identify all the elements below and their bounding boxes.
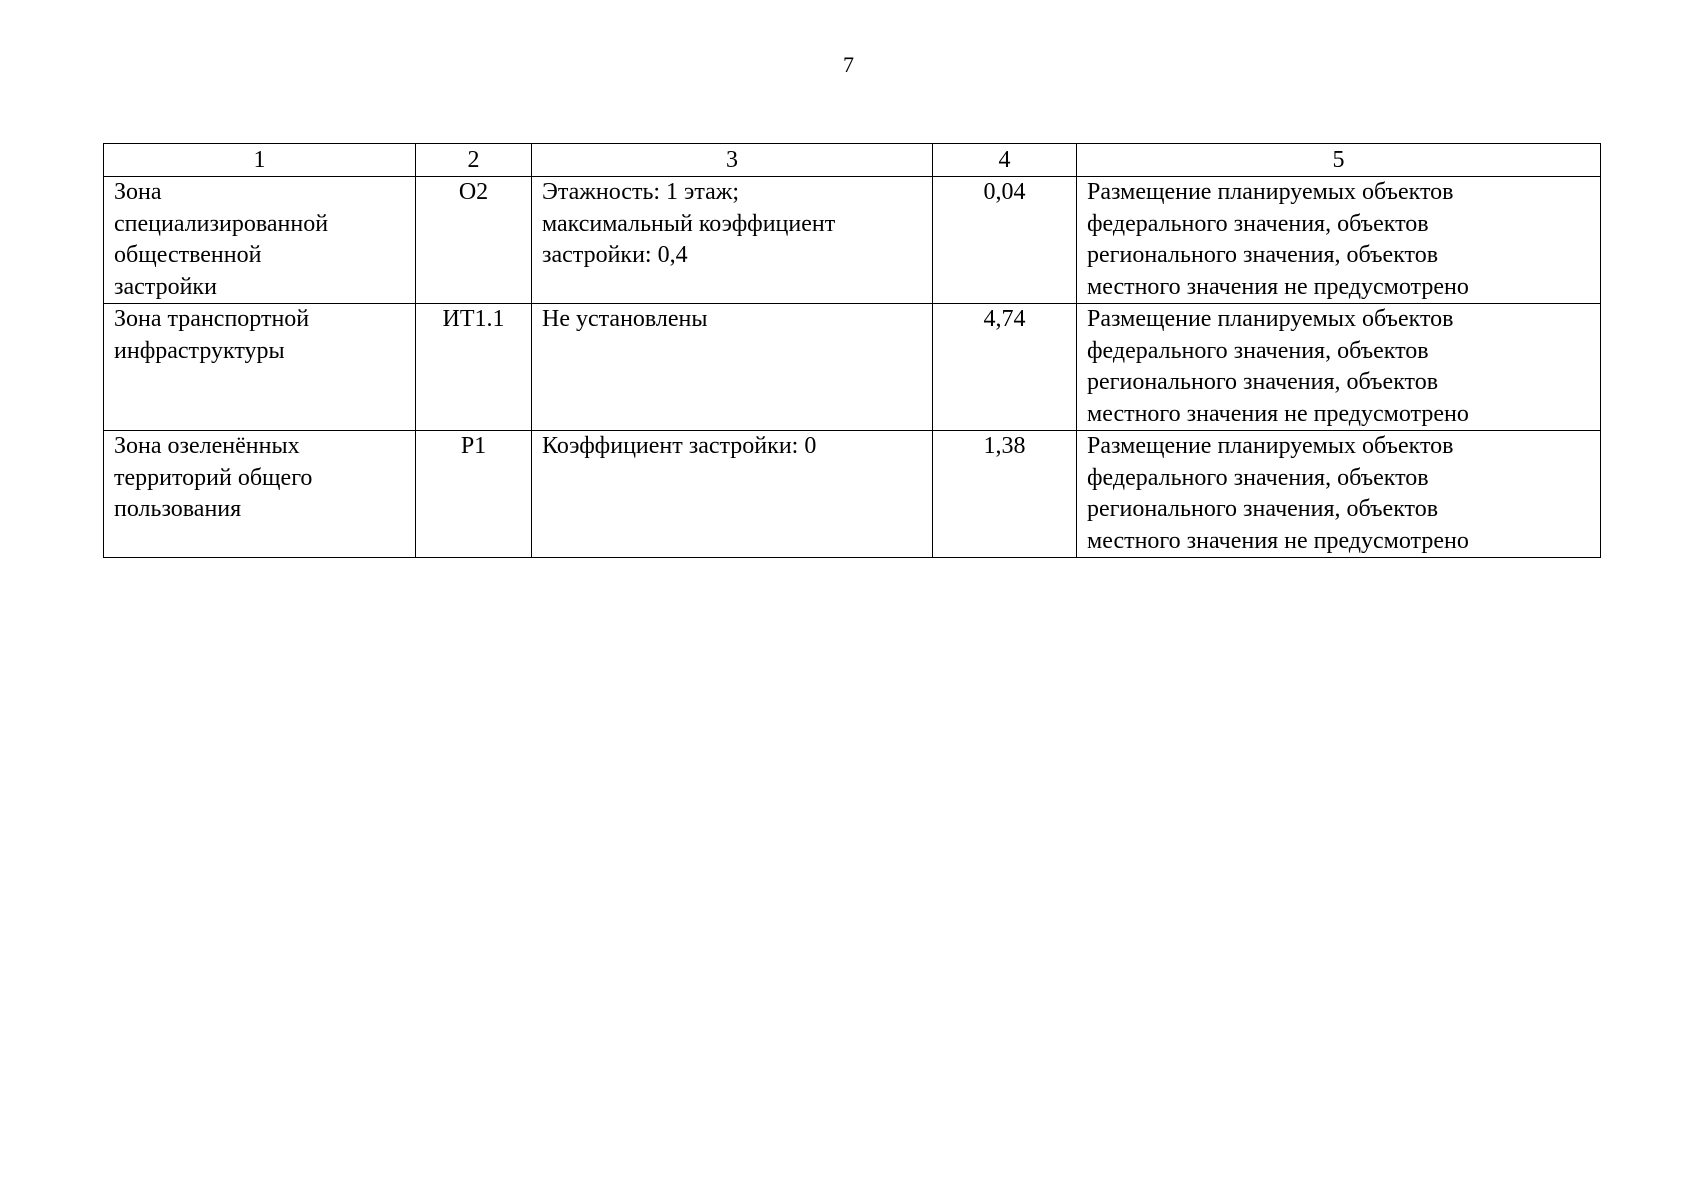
zone-params-cell [532,431,933,558]
column-header-3: 3 [532,144,933,177]
zone-params-cell [532,304,933,431]
zone-name: Зона транспортной инфраструктуры [114,306,310,364]
table-row [104,177,1601,304]
zone-name: Зона специализированной общественной застройки [114,179,329,300]
zone-code: Р1 [460,433,487,459]
header-row [104,144,1601,177]
zones-table [103,143,1601,558]
zone-objects: Размещение планируемых объектов федерального значения, объектов регионального значения, объектов местного значения не предусмотрено [1087,433,1469,554]
zone-params-cell [532,177,933,304]
zone-area-cell [933,177,1077,304]
zone-code-cell [416,431,532,558]
zone-area: 0,04 [983,179,1026,205]
column-header-1: 1 [104,144,416,177]
zone-code-cell [416,304,532,431]
zone-name-cell [104,431,416,558]
column-header-2: 2 [416,144,532,177]
zone-area-cell [933,304,1077,431]
table-body [104,177,1601,558]
zone-params: Не установлены [542,306,708,332]
table-row [104,431,1601,558]
zone-objects-cell [1077,177,1601,304]
zone-name-cell [104,177,416,304]
zone-params: Коэффициент застройки: 0 [542,433,817,459]
zone-params: Этажность: 1 этаж; максимальный коэффициент застройки: 0,4 [542,179,836,268]
column-header-4: 4 [933,144,1077,177]
zone-name-cell [104,304,416,431]
table-header [104,144,1601,177]
zone-code: ИТ1.1 [442,306,505,332]
zone-objects-cell [1077,304,1601,431]
zone-objects-cell [1077,431,1601,558]
column-header-5: 5 [1077,144,1601,177]
zone-code-cell [416,177,532,304]
zone-area: 4,74 [983,306,1026,332]
zone-code: О2 [458,179,489,205]
zone-area-cell [933,431,1077,558]
page-number: 7 [843,52,854,77]
zone-objects: Размещение планируемых объектов федерального значения, объектов регионального значения, объектов местного значения не предусмотрено [1087,179,1469,300]
zone-area: 1,38 [983,433,1026,459]
table-row [104,304,1601,431]
zone-objects: Размещение планируемых объектов федерального значения, объектов регионального значения, объектов местного значения не предусмотрено [1087,306,1469,427]
zone-name: Зона озеленённых территорий общего пользования [114,433,313,522]
